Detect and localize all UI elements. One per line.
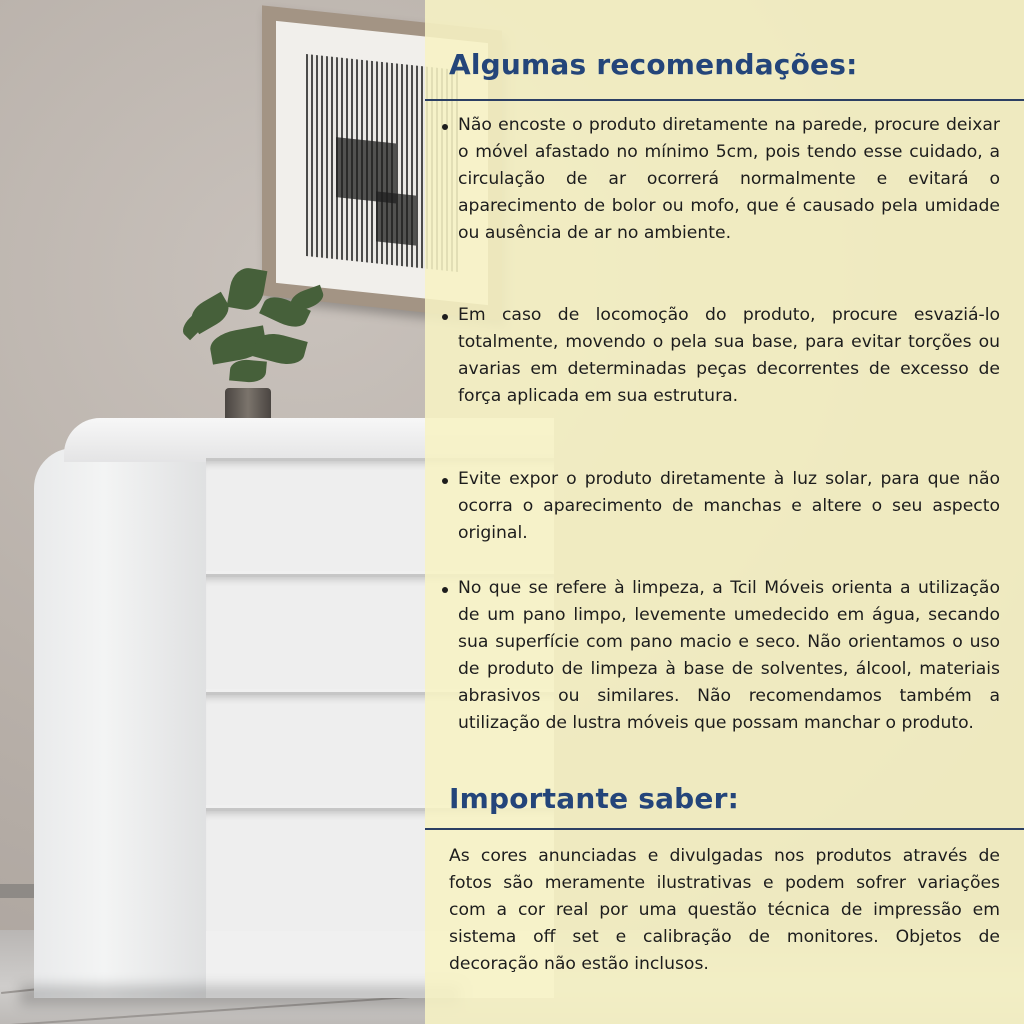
recommendations-title: Algumas recomendações: <box>449 48 858 81</box>
recommendations-list <box>440 466 1000 547</box>
recommendations-list <box>440 302 1000 410</box>
list-item: Não encoste o produto diretamente na parede, procure deixar o móvel afastado no mínimo 5cm, pois tendo esse cuidado, a circulação de ar ocorrerá normalmente e evitará o aparecimento de bolor ou mofo, que é causado pela umidade ou ausência de ar no ambiente. <box>440 112 1000 247</box>
title-divider <box>425 99 1024 101</box>
important-divider <box>425 828 1024 830</box>
bullet-icon <box>442 478 448 484</box>
bullet-icon <box>442 587 448 593</box>
bullet-icon <box>442 314 448 320</box>
list-item: No que se refere à limpeza, a Tcil Móveis orienta a utilização de um pano limpo, levemente umedecido em água, secando sua superfície com pano macio e seco. Não orientamos o uso de produto de limpeza à base de solventes, álcool, materiais abrasivos ou similares. Não recomendamos também a utilização de lustra móveis que possam manchar o produto. <box>440 575 1000 737</box>
list-item: Em caso de locomoção do produto, procure esvaziá-lo totalmente, movendo o pela sua base, para evitar torções ou avarias em determinadas peças decorrentes de excesso de força aplicada em sua estrutura. <box>440 302 1000 410</box>
recommendations-list <box>440 112 1000 247</box>
important-text: As cores anunciadas e divulgadas nos produtos através de fotos são meramente ilustrativas e podem sofrer variações com a cor real por uma questão técnica de impressão em sistema off set e calibração de monitores. Objetos de decoração não estão inclusos. <box>449 846 1000 974</box>
recommendations-list <box>440 575 1000 737</box>
important-title: Importante saber: <box>449 782 740 815</box>
list-item: Evite expor o produto diretamente à luz solar, para que não ocorra o aparecimento de manchas e altere o seu aspecto original. <box>440 466 1000 547</box>
bullet-icon <box>442 124 448 130</box>
